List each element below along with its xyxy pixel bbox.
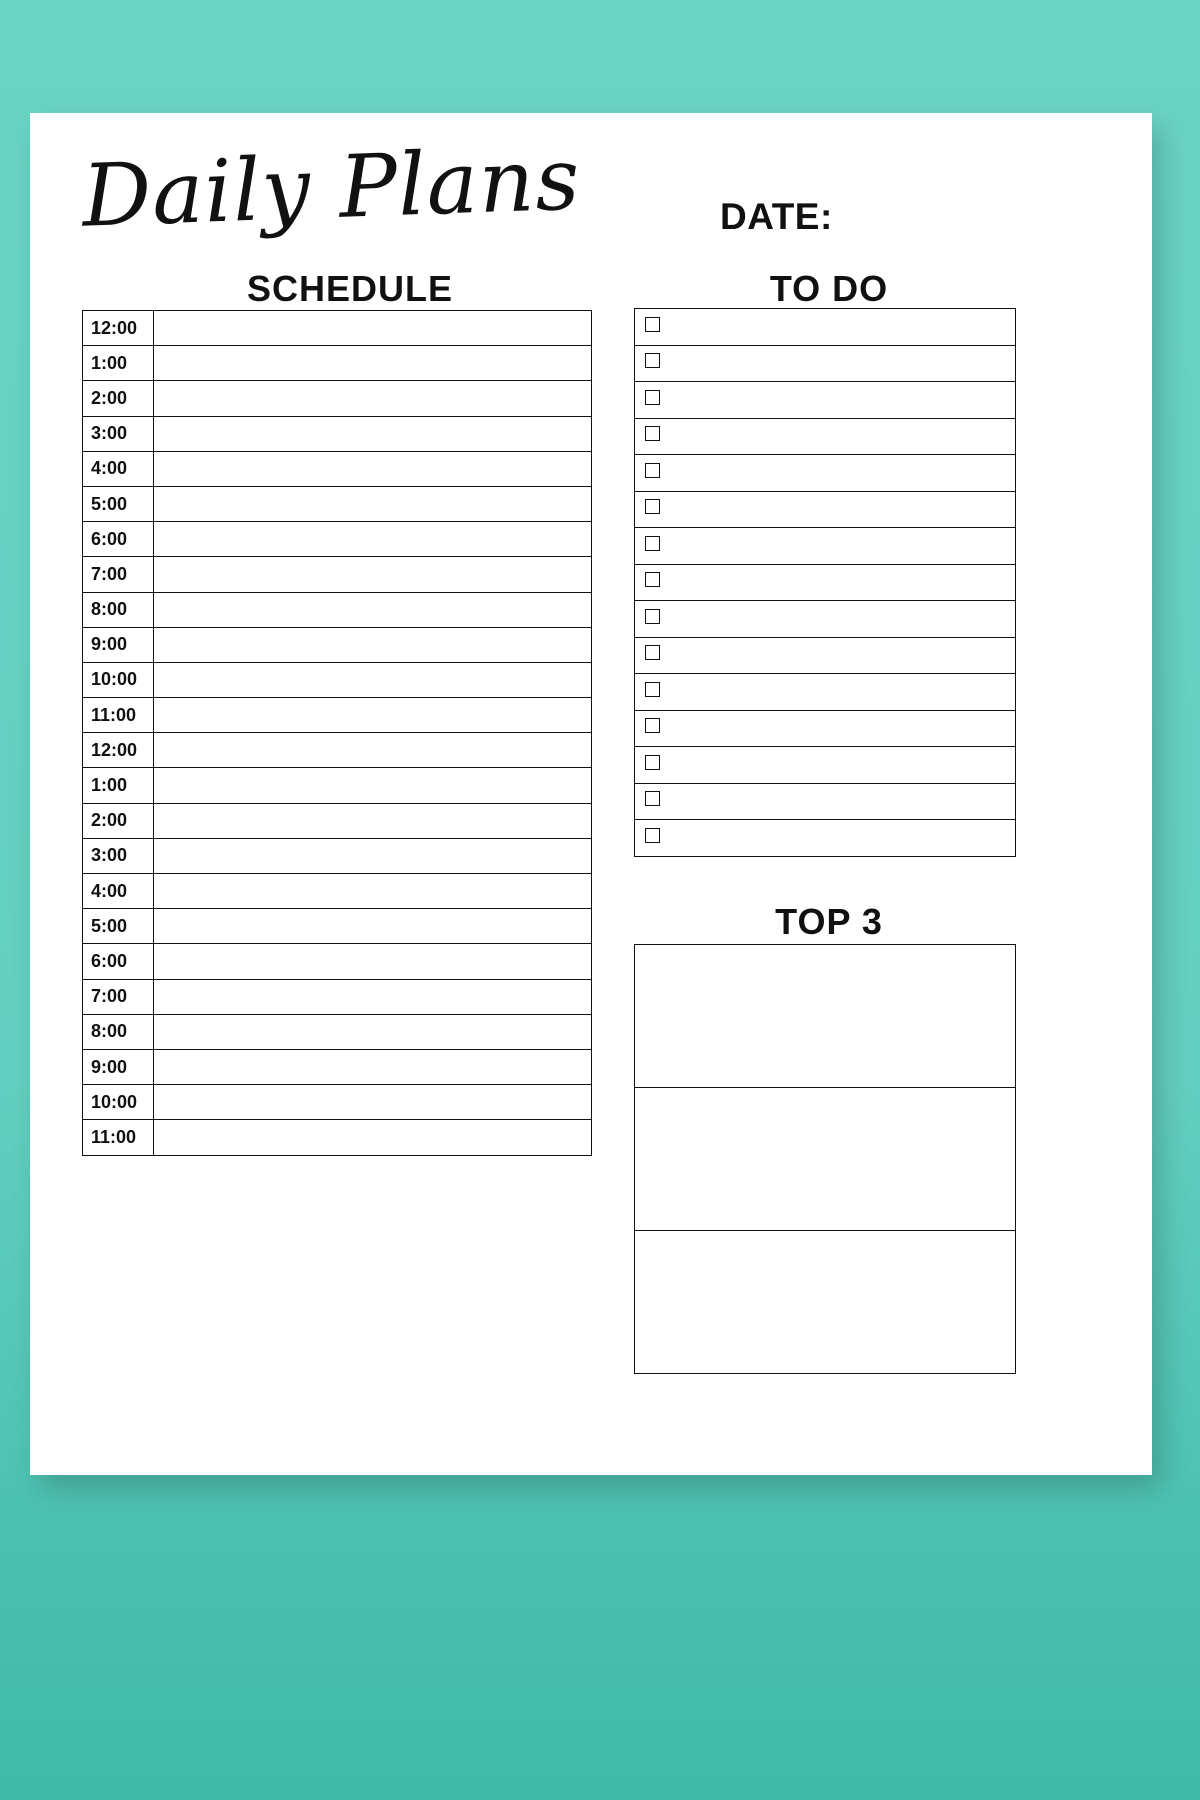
todo-item[interactable] (635, 528, 1016, 565)
checkbox-icon[interactable] (645, 645, 660, 660)
checkbox-icon[interactable] (645, 682, 660, 697)
schedule-time-label: 5:00 (83, 486, 154, 521)
todo-row (635, 747, 1016, 784)
schedule-time-label: 5:00 (83, 909, 154, 944)
todo-rows (635, 309, 1016, 857)
schedule-row (83, 838, 592, 873)
schedule-entry-field[interactable] (154, 522, 592, 557)
schedule-row (83, 909, 592, 944)
checkbox-icon[interactable] (645, 463, 660, 478)
todo-row (635, 637, 1016, 674)
todo-item[interactable] (635, 345, 1016, 382)
top3-slot[interactable] (635, 1088, 1016, 1231)
todo-row (635, 491, 1016, 528)
schedule-time-label: 10:00 (83, 662, 154, 697)
schedule-time-label: 1:00 (83, 768, 154, 803)
schedule-time-label: 12:00 (83, 311, 154, 346)
schedule-rows (83, 311, 592, 1156)
checkbox-icon[interactable] (645, 426, 660, 441)
schedule-row (83, 311, 592, 346)
todo-row (635, 710, 1016, 747)
todo-item[interactable] (635, 783, 1016, 820)
schedule-entry-field[interactable] (154, 486, 592, 521)
schedule-entry-field[interactable] (154, 909, 592, 944)
schedule-table (82, 310, 592, 1156)
schedule-entry-field[interactable] (154, 662, 592, 697)
schedule-entry-field[interactable] (154, 1120, 592, 1155)
schedule-row (83, 346, 592, 381)
todo-row (635, 455, 1016, 492)
todo-row (635, 382, 1016, 419)
schedule-time-label: 10:00 (83, 1085, 154, 1120)
page-title: Daily Plans (80, 129, 582, 247)
schedule-row (83, 451, 592, 486)
schedule-time-label: 7:00 (83, 557, 154, 592)
top3-heading: TOP 3 (775, 901, 883, 942)
checkbox-icon[interactable] (645, 536, 660, 551)
schedule-time-label: 2:00 (83, 381, 154, 416)
top3-rows (635, 945, 1016, 1374)
schedule-row (83, 557, 592, 592)
todo-row (635, 418, 1016, 455)
schedule-row (83, 803, 592, 838)
schedule-entry-field[interactable] (154, 416, 592, 451)
todo-item[interactable] (635, 674, 1016, 711)
schedule-time-label: 11:00 (83, 698, 154, 733)
schedule-row (83, 979, 592, 1014)
top3-slot[interactable] (635, 945, 1016, 1088)
todo-row (635, 309, 1016, 346)
schedule-entry-field[interactable] (154, 838, 592, 873)
schedule-entry-field[interactable] (154, 381, 592, 416)
checkbox-icon[interactable] (645, 609, 660, 624)
schedule-row (83, 698, 592, 733)
schedule-entry-field[interactable] (154, 346, 592, 381)
schedule-entry-field[interactable] (154, 944, 592, 979)
schedule-entry-field[interactable] (154, 733, 592, 768)
schedule-row (83, 1085, 592, 1120)
schedule-entry-field[interactable] (154, 979, 592, 1014)
todo-item[interactable] (635, 710, 1016, 747)
todo-item[interactable] (635, 601, 1016, 638)
schedule-time-label: 1:00 (83, 346, 154, 381)
schedule-row (83, 944, 592, 979)
schedule-row (83, 1120, 592, 1155)
schedule-entry-field[interactable] (154, 592, 592, 627)
top3-row (635, 1231, 1016, 1374)
schedule-row (83, 768, 592, 803)
schedule-time-label: 11:00 (83, 1120, 154, 1155)
todo-table (634, 308, 1016, 857)
planner-sheet (30, 113, 1152, 1475)
schedule-entry-field[interactable] (154, 1014, 592, 1049)
schedule-time-label: 8:00 (83, 1014, 154, 1049)
schedule-row (83, 486, 592, 521)
schedule-entry-field[interactable] (154, 1085, 592, 1120)
top3-row (635, 1088, 1016, 1231)
schedule-row (83, 662, 592, 697)
schedule-row (83, 874, 592, 909)
schedule-entry-field[interactable] (154, 627, 592, 662)
schedule-entry-field[interactable] (154, 451, 592, 486)
schedule-time-label: 8:00 (83, 592, 154, 627)
todo-item[interactable] (635, 491, 1016, 528)
schedule-time-label: 12:00 (83, 733, 154, 768)
schedule-time-label: 3:00 (83, 838, 154, 873)
checkbox-icon[interactable] (645, 718, 660, 733)
schedule-time-label: 6:00 (83, 522, 154, 557)
schedule-row (83, 416, 592, 451)
todo-row (635, 783, 1016, 820)
schedule-entry-field[interactable] (154, 874, 592, 909)
schedule-entry-field[interactable] (154, 557, 592, 592)
top3-row (635, 945, 1016, 1088)
schedule-time-label: 6:00 (83, 944, 154, 979)
checkbox-icon[interactable] (645, 755, 660, 770)
schedule-entry-field[interactable] (154, 768, 592, 803)
schedule-entry-field[interactable] (154, 1049, 592, 1084)
todo-item[interactable] (635, 564, 1016, 601)
schedule-row (83, 627, 592, 662)
schedule-row (83, 1014, 592, 1049)
checkbox-icon[interactable] (645, 353, 660, 368)
todo-item[interactable] (635, 747, 1016, 784)
schedule-row (83, 733, 592, 768)
todo-row (635, 820, 1016, 857)
schedule-time-label: 4:00 (83, 451, 154, 486)
todo-item[interactable] (635, 820, 1016, 857)
schedule-time-label: 4:00 (83, 874, 154, 909)
schedule-time-label: 9:00 (83, 627, 154, 662)
todo-row (635, 345, 1016, 382)
checkbox-icon[interactable] (645, 791, 660, 806)
todo-heading: TO DO (769, 268, 889, 309)
todo-item[interactable] (635, 418, 1016, 455)
todo-item[interactable] (635, 309, 1016, 346)
schedule-row (83, 381, 592, 416)
schedule-entry-field[interactable] (154, 311, 592, 346)
todo-item[interactable] (635, 382, 1016, 419)
schedule-heading: SCHEDULE (246, 268, 454, 309)
checkbox-icon[interactable] (645, 390, 660, 405)
todo-item[interactable] (635, 455, 1016, 492)
schedule-row (83, 592, 592, 627)
top3-slot[interactable] (635, 1231, 1016, 1374)
schedule-row (83, 1049, 592, 1084)
schedule-time-label: 9:00 (83, 1049, 154, 1084)
schedule-time-label: 2:00 (83, 803, 154, 838)
checkbox-icon[interactable] (645, 828, 660, 843)
schedule-entry-field[interactable] (154, 698, 592, 733)
todo-row (635, 601, 1016, 638)
todo-row (635, 528, 1016, 565)
schedule-time-label: 7:00 (83, 979, 154, 1014)
todo-row (635, 564, 1016, 601)
checkbox-icon[interactable] (645, 317, 660, 332)
checkbox-icon[interactable] (645, 499, 660, 514)
schedule-row (83, 522, 592, 557)
schedule-time-label: 3:00 (83, 416, 154, 451)
todo-row (635, 674, 1016, 711)
date-label: DATE: (720, 196, 833, 237)
top3-table (634, 944, 1016, 1374)
checkbox-icon[interactable] (645, 572, 660, 587)
todo-item[interactable] (635, 637, 1016, 674)
schedule-entry-field[interactable] (154, 803, 592, 838)
